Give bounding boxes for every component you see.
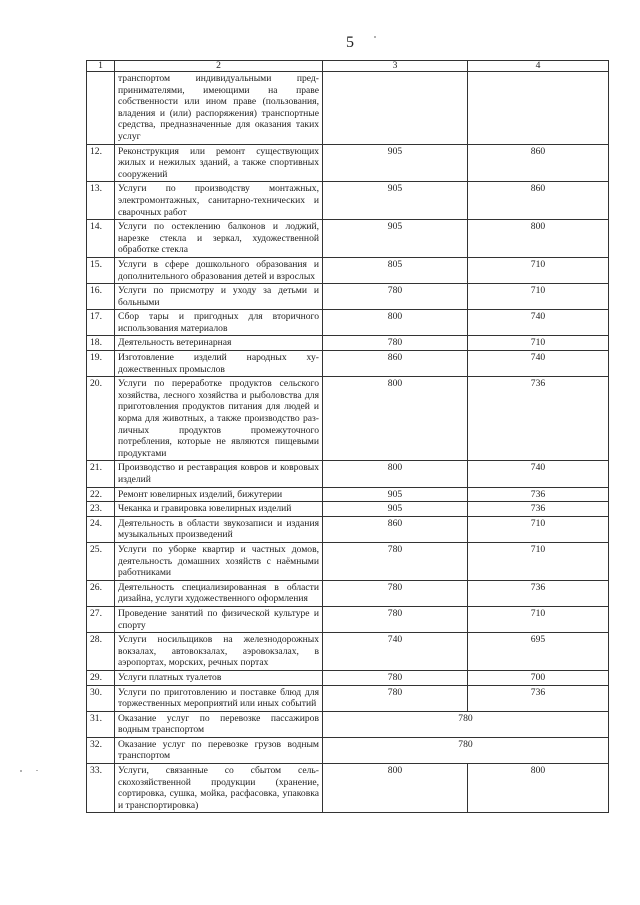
activity-description: Оказание услуг по перевозке пассажиров водным транспортом [115, 711, 323, 737]
row-number: 14. [87, 220, 115, 258]
activity-description: Проведение занятий по физической культуре и спорту [115, 606, 323, 632]
row-number: 20. [87, 377, 115, 461]
value-col-4: 710 [468, 284, 609, 310]
row-number: 21. [87, 461, 115, 487]
header-col-1: 1 [87, 61, 115, 72]
row-number: 28. [87, 633, 115, 671]
activity-description: Деятельность специализированная в области дизайна, услуги художественного оформления [115, 580, 323, 606]
value-col-3: 905 [323, 220, 468, 258]
value-col-4: 736 [468, 377, 609, 461]
table-row [87, 580, 609, 606]
activity-description: Сбор тары и пригодных для вторичного использования материалов [115, 310, 323, 336]
value-col-3 [323, 72, 468, 145]
table-row [87, 336, 609, 351]
table-row [87, 542, 609, 580]
value-col-4: 736 [468, 487, 609, 502]
row-number: 15. [87, 257, 115, 283]
value-col-4 [468, 72, 609, 145]
activity-description: Услуги по производству монтажных, электромонтажных, санитарно-технических и сварочных работ [115, 182, 323, 220]
row-number: 22. [87, 487, 115, 502]
value-col-4: 736 [468, 580, 609, 606]
table-row [87, 284, 609, 310]
row-number: 13. [87, 182, 115, 220]
row-number [87, 72, 115, 145]
activity-description: Услуги носильщиков на железнодорожных вокзалах, автовокзалах, аэровокзалах, в аэропортах, морских, речных портах [115, 633, 323, 671]
value-col-3: 860 [323, 516, 468, 542]
value-col-4: 710 [468, 606, 609, 632]
activity-description: Услуги по переработке продуктов сельского хозяйства, лесного хозяйства и рыболовства для приготовления продуктов питания для людей и корма для животных, а также производство различных продуктов промежуточного потребления, которые не являются пищевыми продуктами [115, 377, 323, 461]
value-col-4: 736 [468, 685, 609, 711]
header-col-2: 2 [115, 61, 323, 72]
row-number: 33. [87, 764, 115, 813]
table-row [87, 502, 609, 517]
value-col-3: 800 [323, 377, 468, 461]
value-col-4: 736 [468, 502, 609, 517]
value-col-3: 780 [323, 685, 468, 711]
activity-description: Ремонт ювелирных изделий, бижутерии [115, 487, 323, 502]
header-row [87, 61, 609, 72]
scan-speck [36, 770, 38, 771]
value-col-4: 710 [468, 336, 609, 351]
table-row [87, 377, 609, 461]
merged-value: 780 [323, 711, 609, 737]
value-col-3: 800 [323, 461, 468, 487]
table-row [87, 351, 609, 377]
value-col-3: 780 [323, 606, 468, 632]
row-number: 30. [87, 685, 115, 711]
value-col-3: 905 [323, 182, 468, 220]
table-row [87, 737, 609, 763]
table-row [87, 144, 609, 182]
value-col-4: 740 [468, 461, 609, 487]
value-col-3: 740 [323, 633, 468, 671]
rates-table [86, 60, 609, 813]
value-col-3: 800 [323, 764, 468, 813]
header-col-4: 4 [468, 61, 609, 72]
activity-description: Услуги платных туалетов [115, 670, 323, 685]
activity-description: транспортом индивидуальными предпринимателями, имеющими на праве собственности или ином праве (пользования, владения и (или) распоряжения) транспортные средства, предназначенные для оказания таких услуг [115, 72, 323, 145]
table-row [87, 516, 609, 542]
value-col-4: 740 [468, 351, 609, 377]
value-col-4: 710 [468, 257, 609, 283]
value-col-3: 780 [323, 580, 468, 606]
value-col-4: 700 [468, 670, 609, 685]
row-number: 18. [87, 336, 115, 351]
value-col-4: 740 [468, 310, 609, 336]
activity-description: Услуги по уборке квартир и частных домов, деятельность домашних хозяйств с наёмными работниками [115, 542, 323, 580]
activity-description: Чеканка и гравировка ювелирных изделий [115, 502, 323, 517]
scan-speck [20, 770, 22, 772]
table-row [87, 711, 609, 737]
row-number: 25. [87, 542, 115, 580]
value-col-4: 800 [468, 764, 609, 813]
value-col-4: 860 [468, 144, 609, 182]
activity-description: Реконструкция или ремонт существующих жилых и нежилых зданий, а также спортивных сооружений [115, 144, 323, 182]
merged-value: 780 [323, 737, 609, 763]
row-number: 23. [87, 502, 115, 517]
row-number: 12. [87, 144, 115, 182]
page-number: 5 [346, 34, 354, 51]
table-row [87, 670, 609, 685]
value-col-4: 800 [468, 220, 609, 258]
table-row [87, 72, 609, 145]
value-col-3: 780 [323, 542, 468, 580]
activity-description: Оказание услуг по перевозке грузов водным транспортом [115, 737, 323, 763]
activity-description: Услуги по присмотру и уходу за детьми и больными [115, 284, 323, 310]
value-col-3: 805 [323, 257, 468, 283]
table-row [87, 633, 609, 671]
table-row [87, 764, 609, 813]
value-col-3: 905 [323, 502, 468, 517]
row-number: 32. [87, 737, 115, 763]
row-number: 24. [87, 516, 115, 542]
activity-description: Изготовление изделий народных художественных промыслов [115, 351, 323, 377]
row-number: 16. [87, 284, 115, 310]
table-row [87, 487, 609, 502]
value-col-3: 905 [323, 487, 468, 502]
value-col-3: 800 [323, 310, 468, 336]
value-col-3: 780 [323, 336, 468, 351]
activity-description: Услуги по остеклению балконов и лоджий, нарезке стекла и зеркал, художественной обработке стекла [115, 220, 323, 258]
activity-description: Услуги по приготовлению и поставке блюд для торжественных мероприятий или иных событий [115, 685, 323, 711]
row-number: 31. [87, 711, 115, 737]
value-col-3: 780 [323, 284, 468, 310]
row-number: 26. [87, 580, 115, 606]
value-col-4: 695 [468, 633, 609, 671]
value-col-3: 860 [323, 351, 468, 377]
activity-description: Деятельность ветеринарная [115, 336, 323, 351]
table-row [87, 685, 609, 711]
table-row [87, 310, 609, 336]
activity-description: Услуги в сфере дошкольного образования и дополнительного образования детей и взрослых [115, 257, 323, 283]
value-col-4: 710 [468, 542, 609, 580]
table-row [87, 182, 609, 220]
table-row [87, 220, 609, 258]
row-number: 19. [87, 351, 115, 377]
header-col-3: 3 [323, 61, 468, 72]
table-row [87, 606, 609, 632]
value-col-4: 860 [468, 182, 609, 220]
activity-description: Услуги, связанные со сбытом сельскохозяйственной продукции (хранение, сортировка, сушка, мойка, расфасовка, упаковка и транспортировка) [115, 764, 323, 813]
row-number: 29. [87, 670, 115, 685]
activity-description: Деятельность в области звукозаписи и издания музыкальных произведений [115, 516, 323, 542]
table-row [87, 257, 609, 283]
scan-speck [374, 36, 376, 38]
value-col-4: 710 [468, 516, 609, 542]
value-col-3: 905 [323, 144, 468, 182]
value-col-3: 780 [323, 670, 468, 685]
table-row [87, 461, 609, 487]
activity-description: Производство и реставрация ковров и ковровых изделий [115, 461, 323, 487]
row-number: 27. [87, 606, 115, 632]
row-number: 17. [87, 310, 115, 336]
